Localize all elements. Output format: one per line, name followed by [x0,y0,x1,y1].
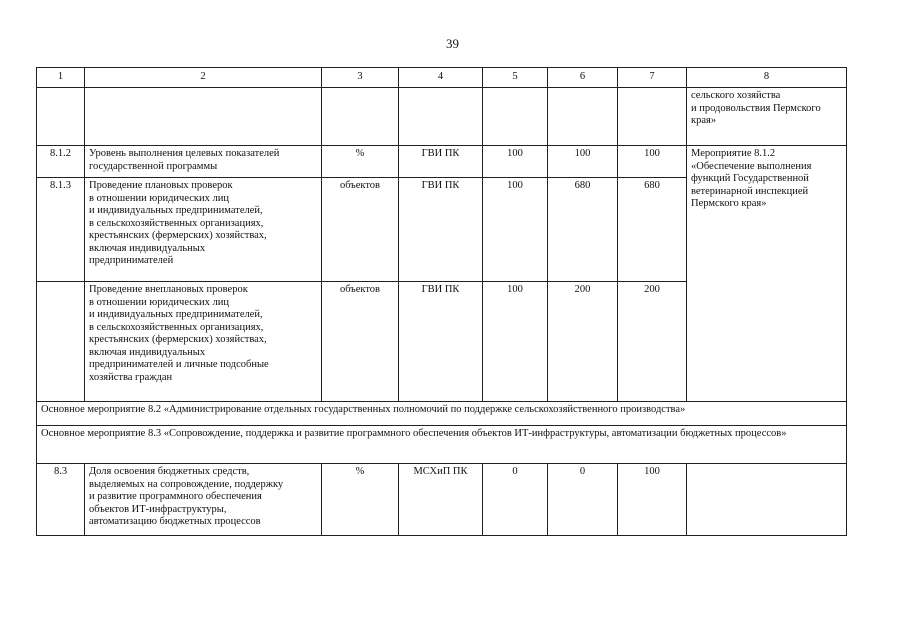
table-row [37,146,847,178]
section-title: Основное мероприятие 8.2 «Администрирование отдельных государственных полномочий по поддержке сельскохозяйственного производства» [37,402,847,426]
value-col5: 0 [483,464,548,536]
value-col6: 0 [548,464,618,536]
value-col7: 100 [618,146,687,178]
column-header: 7 [618,68,687,88]
indicators-table [36,67,847,536]
responsible-org: ГВИ ПК [399,178,483,282]
unit: объектов [322,178,399,282]
column-header: 1 [37,68,85,88]
unit: % [322,146,399,178]
section-row [37,402,847,426]
value-col7: 680 [618,178,687,282]
column-header: 6 [548,68,618,88]
row-number: 8.1.3 [37,178,85,282]
value-col5: 100 [483,146,548,178]
responsible-org: МСХиП ПК [399,464,483,536]
column-header: 5 [483,68,548,88]
column-number-row [37,68,847,88]
column-header: 4 [399,68,483,88]
value-col6: 100 [548,146,618,178]
responsible-org: ГВИ ПК [399,282,483,402]
continuation-row [37,88,847,146]
value-col7: 100 [618,464,687,536]
value-col6: 200 [548,282,618,402]
indicator-name: Уровень выполнения целевых показателей государственной программы [85,146,322,178]
indicator-name: Проведение внеплановых проверок в отношении юридических лиц и индивидуальных предпринимателей, в сельскохозяйственных организациях, крестьянских (фермерских) хозяйствах, включая индивидуальных предпринимателей и личные подсобные хозяйства граждан [85,282,322,402]
responsible-org: ГВИ ПК [399,146,483,178]
page-number: 39 [446,36,459,51]
row-number: 8.1.2 [37,146,85,178]
activity-note: Мероприятие 8.1.2 «Обеспечение выполнения функций Государственной ветеринарной инспекцией Пермского края» [687,146,847,402]
column-header: 2 [85,68,322,88]
row-number: 8.3 [37,464,85,536]
column-header: 8 [687,68,847,88]
indicator-name: Проведение плановых проверок в отношении юридических лиц и индивидуальных предпринимателей, в сельскохозяйственных организациях, крестьянских (фермерских) хозяйствах, включая индивидуальных предпринимателей [85,178,322,282]
section-row [37,426,847,464]
section-title: Основное мероприятие 8.3 «Сопровождение, поддержка и развитие программного обеспечения объектов ИТ-инфраструктуры, автоматизации бюджетных процессов» [37,426,847,464]
table-row [37,464,847,536]
unit: объектов [322,282,399,402]
value-col5: 100 [483,282,548,402]
value-col7: 200 [618,282,687,402]
value-col5: 100 [483,178,548,282]
unit: % [322,464,399,536]
column-header: 3 [322,68,399,88]
indicator-name: Доля освоения бюджетных средств, выделяемых на сопровождение, поддержку и развитие программного обеспечения объектов ИТ-инфраструктуры, автоматизацию бюджетных процессов [85,464,322,536]
continued-note: сельского хозяйства и продовольствия Пермского края» [687,88,847,146]
value-col6: 680 [548,178,618,282]
